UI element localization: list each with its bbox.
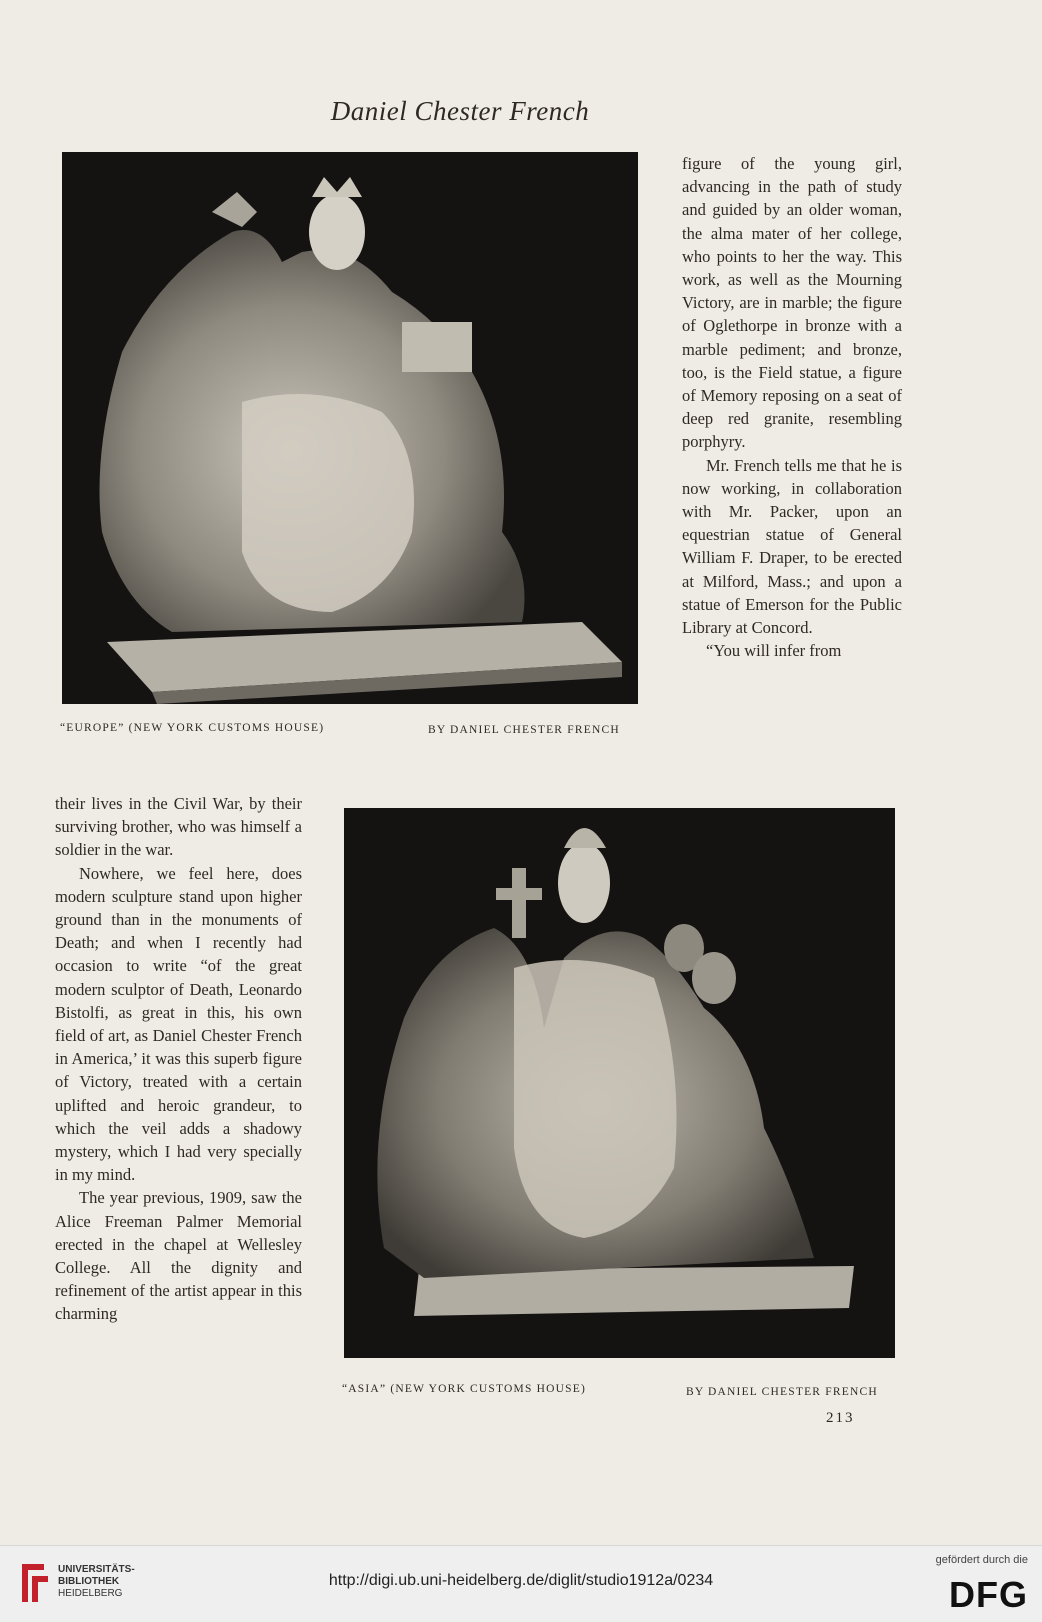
right-paragraph-2: Mr. French tells me that he is now working, in collaboration with Mr. Packer, upon an equestrian statue of General William F. Draper, to be erected at Milford, Mass.; and upon a statue of Emerson for the Public Library at Concord.	[682, 455, 902, 638]
right-paragraph-1: figure of the young girl, advancing in the path of study and guided by an older woman, the alma mater of her college, who points to her the way. This work, as well as the Mourning Victory, are in marble; the figure of Oglethorpe in bronze with a marble pediment; and bronze, too, is the Field statue, a figure of Memory reposing on a seat of deep red granite, resembling porphyry.	[682, 154, 902, 452]
asia-caption-title: “ASIA” (NEW YORK CUSTOMS HOUSE)	[342, 1383, 586, 1395]
right-text-column	[682, 152, 902, 662]
funded-by-label: gefördert durch die	[935, 1554, 1028, 1566]
europe-sculpture-photo	[62, 152, 638, 704]
library-name-line2: BIBLIOTHEK	[58, 1576, 120, 1587]
europe-caption-credit: BY DANIEL CHESTER FRENCH	[428, 724, 620, 736]
dfg-logo: DFG	[949, 1574, 1028, 1615]
right-paragraph-3: “You will infer from	[706, 641, 842, 661]
page-number: 213	[826, 1410, 855, 1426]
library-name-line1: UNIVERSITÄTS-	[58, 1564, 135, 1575]
running-title: Daniel Chester French	[330, 96, 590, 126]
left-text-column	[55, 792, 302, 1326]
left-paragraph-3: The year previous, 1909, saw the Alice Freeman Palmer Memorial erected in the chapel at Wellesley College. All the dignity and refinement of the artist appear in this charming	[55, 1188, 302, 1324]
asia-caption-credit: BY DANIEL CHESTER FRENCH	[686, 1386, 878, 1398]
left-paragraph-1: their lives in the Civil War, by their surviving brother, who was himself a soldier in the war.	[55, 794, 302, 860]
asia-sculpture-photo	[344, 808, 895, 1358]
left-paragraph-2: Nowhere, we feel here, does modern sculpture stand upon higher ground than in the monuments of Death; and when I recently had occasion to write “of the great modern sculptor of Death, Leonardo Bistolfi, as great in this, his own field of art, as Daniel Chester French in America,’ it was this superb figure of Victory, treated with a certain uplifted and heroic grandeur, to which the veil adds a shadowy mystery, which I had very specially in my mind.	[55, 863, 302, 1185]
library-name-line3: HEIDELBERG	[58, 1588, 123, 1599]
viewer-footer	[0, 1545, 1042, 1622]
europe-caption-title: “EUROPE” (NEW YORK CUSTOMS HOUSE)	[60, 722, 325, 734]
source-url-link[interactable]: http://digi.ub.uni-heidelberg.de/diglit/studio1912a/0234	[328, 1572, 714, 1589]
